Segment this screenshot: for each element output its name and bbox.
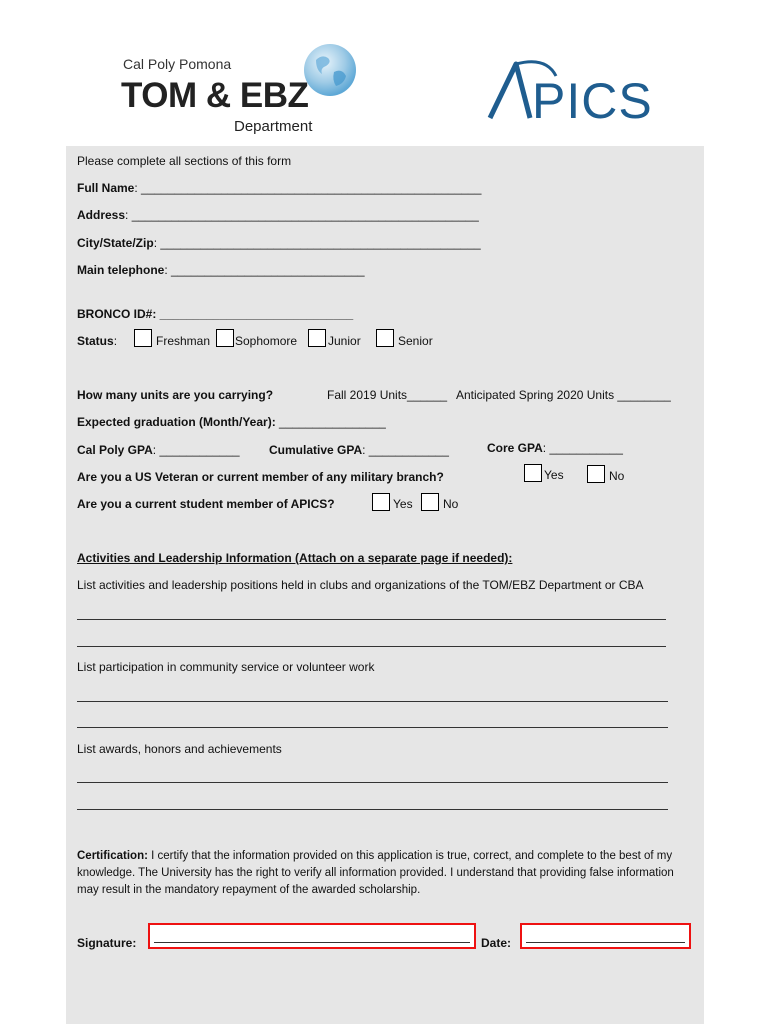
full-name-blank: : ___________________________________________________ <box>134 181 482 195</box>
junior-checkbox[interactable] <box>308 329 326 347</box>
certification-paragraph <box>77 848 689 899</box>
department-text: Department <box>234 118 313 135</box>
telephone-blank: : _____________________________ <box>164 263 365 277</box>
signature-underline <box>154 942 470 943</box>
full-name-field[interactable] <box>77 181 481 195</box>
senior-checkbox[interactable] <box>376 329 394 347</box>
cal-poly-gpa-blank: : ____________ <box>152 443 240 457</box>
letterhead <box>0 0 770 146</box>
activities-line-2[interactable] <box>77 646 666 647</box>
cal-poly-gpa-field[interactable] <box>77 443 240 457</box>
veteran-no-label: No <box>609 469 625 483</box>
city-state-zip-field[interactable] <box>77 236 481 250</box>
awards-line-1[interactable] <box>77 782 668 783</box>
address-blank: : ____________________________________________________ <box>125 208 479 222</box>
apics-member-question: Are you a current student member of APICS? <box>77 497 335 511</box>
cumulative-gpa-field[interactable] <box>269 443 449 457</box>
scholarship-form <box>66 146 704 1024</box>
senior-label: Senior <box>398 334 433 348</box>
certification-label: Certification: <box>77 850 148 862</box>
activities-prompt: List activities and leadership positions held in clubs and organizations of the TOM/EBZ Department or CBA <box>77 578 644 592</box>
bronco-id-field[interactable]: BRONCO ID#: _____________________________ <box>77 307 354 321</box>
apics-logo <box>486 58 682 124</box>
address-label: Address <box>77 208 126 222</box>
activities-heading: Activities and Leadership Information (Attach on a separate page if needed): <box>77 551 513 565</box>
svg-text:PICS: PICS <box>532 73 653 124</box>
graduation-field[interactable] <box>77 415 386 429</box>
telephone-label: Main telephone <box>77 263 165 277</box>
cal-poly-pomona-text: Cal Poly Pomona <box>123 56 232 72</box>
core-gpa-blank: : ___________ <box>542 441 623 455</box>
address-field[interactable] <box>77 208 479 222</box>
core-gpa-field[interactable] <box>487 441 623 455</box>
certification-text: I certify that the information provided on this application is true, correct, and complete to the best of my knowledge. The University has the right to verify all information provided. I understand that providing false information may result in the mandatory repayment of the awarded scholarship. <box>77 850 674 896</box>
community-line-1[interactable] <box>77 701 668 702</box>
apics-no-label: No <box>443 497 459 511</box>
veteran-no-checkbox[interactable] <box>587 465 605 483</box>
globe-icon <box>302 42 358 98</box>
status-label: Status <box>77 334 114 348</box>
units-question: How many units are you carrying? <box>77 388 274 402</box>
awards-line-2[interactable] <box>77 809 668 810</box>
cal-poly-gpa-label: Cal Poly GPA <box>77 443 153 457</box>
veteran-yes-checkbox[interactable] <box>524 464 542 482</box>
city-blank: : ________________________________________________ <box>153 236 481 250</box>
freshman-label: Freshman <box>156 334 211 348</box>
form-intro: Please complete all sections of this form <box>77 154 292 168</box>
apics-yes-label: Yes <box>393 497 413 511</box>
signature-label: Signature: <box>77 936 137 950</box>
sophomore-label: Sophomore <box>235 334 298 348</box>
date-label: Date: <box>481 936 512 950</box>
cumulative-gpa-blank: : ____________ <box>362 443 449 457</box>
fall-units-field[interactable]: Fall 2019 Units______ <box>327 388 448 402</box>
veteran-yes-label: Yes <box>544 468 564 482</box>
date-input[interactable] <box>520 923 691 949</box>
date-underline <box>526 942 685 943</box>
graduation-label: Expected graduation (Month/Year): <box>77 415 276 429</box>
junior-label: Junior <box>328 334 361 348</box>
apics-no-checkbox[interactable] <box>421 493 439 511</box>
community-prompt: List participation in community service or volunteer work <box>77 660 375 674</box>
freshman-checkbox[interactable] <box>134 329 152 347</box>
community-line-2[interactable] <box>77 727 668 728</box>
spring-units-field[interactable]: Anticipated Spring 2020 Units ________ <box>456 388 671 402</box>
tom-ebz-logo-text: TOM & EBZ <box>121 76 309 115</box>
awards-prompt: List awards, honors and achievements <box>77 742 282 756</box>
veteran-question: Are you a US Veteran or current member of any military branch? <box>77 470 444 484</box>
core-gpa-label: Core GPA <box>487 441 543 455</box>
status-colon: : <box>113 334 118 348</box>
sophomore-checkbox[interactable] <box>216 329 234 347</box>
graduation-blank: ________________ <box>279 415 386 429</box>
activities-line-1[interactable] <box>77 619 666 620</box>
cumulative-gpa-label: Cumulative GPA <box>269 443 363 457</box>
signature-input[interactable] <box>148 923 476 949</box>
telephone-field[interactable] <box>77 263 365 277</box>
city-label: City/State/Zip <box>77 236 154 250</box>
full-name-label: Full Name <box>77 181 135 195</box>
apics-yes-checkbox[interactable] <box>372 493 390 511</box>
